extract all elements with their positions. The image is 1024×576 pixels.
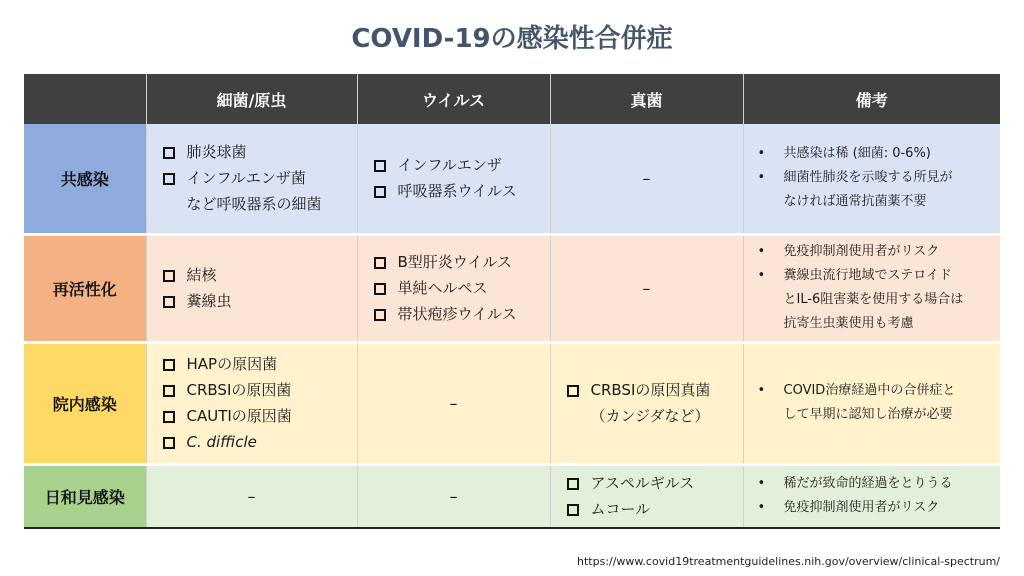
table-bottom-rule xyxy=(24,527,1000,529)
cell-fungus xyxy=(550,342,743,464)
list-item: 単純ヘルペス xyxy=(372,275,550,301)
list-item: 呼吸器系ウイルス xyxy=(372,178,550,204)
cell-virus xyxy=(357,124,550,234)
list-item: ムコール xyxy=(565,496,743,522)
cell-bacteria xyxy=(146,234,357,342)
header-virus: ウイルス xyxy=(357,74,550,124)
cell-virus: – xyxy=(357,342,550,464)
header-bacteria: 細菌/原虫 xyxy=(146,74,357,124)
cell-notes xyxy=(743,124,1000,234)
cell-virus: – xyxy=(357,464,550,528)
note-item: • 稀だが致命的経過をとりうる xyxy=(756,472,1001,496)
list-item: インフルエンザ菌 など呼吸器系の細菌 xyxy=(161,165,357,217)
note-item: • 細菌性肺炎を示唆する所見が なければ通常抗菌薬不要 xyxy=(756,166,1001,214)
list-item: HAPの原因菌 xyxy=(161,351,357,377)
cell-notes xyxy=(743,342,1000,464)
list-item: インフルエンザ xyxy=(372,152,550,178)
cell-fungus: – xyxy=(550,234,743,342)
list-item: CRBSIの原因菌 xyxy=(161,377,357,403)
note-item: • 免疫抑制剤使用者がリスク xyxy=(756,240,1001,264)
list-item: C. difficle xyxy=(161,429,357,455)
cell-virus xyxy=(357,234,550,342)
list-item: B型肝炎ウイルス xyxy=(372,249,550,275)
cell-bacteria: – xyxy=(146,464,357,528)
header-row xyxy=(24,74,1000,124)
cell-fungus: – xyxy=(550,124,743,234)
list-item: アスペルギルス xyxy=(565,470,743,496)
cell-notes xyxy=(743,464,1000,528)
note-item: • 免疫抑制剤使用者がリスク xyxy=(756,496,1001,520)
list-item: 結核 xyxy=(161,262,357,288)
note-item: • 共感染は稀 (細菌: 0-6%) xyxy=(756,142,1001,166)
source-url[interactable]: https://www.covid19treatmentguidelines.nih.gov/overview/clinical-spectrum/ xyxy=(576,555,1000,568)
row-label: 日和見感染 xyxy=(24,464,146,528)
cell-fungus xyxy=(550,464,743,528)
header-corner xyxy=(24,74,146,124)
complications-table xyxy=(24,74,1000,530)
note-item: • 糞線虫流行地域でステロイド とIL-6阻害薬を使用する場合は 抗寄生虫薬使用も考慮 xyxy=(756,264,1001,336)
cell-bacteria xyxy=(146,342,357,464)
cell-bacteria xyxy=(146,124,357,234)
header-notes: 備考 xyxy=(743,74,1000,124)
table-row-opportunistic xyxy=(24,464,1000,528)
row-label: 共感染 xyxy=(24,124,146,234)
cell-notes xyxy=(743,234,1000,342)
list-item: 帯状疱疹ウイルス xyxy=(372,301,550,327)
table-row-coinfection xyxy=(24,124,1000,234)
row-label: 院内感染 xyxy=(24,342,146,464)
header-fungus: 真菌 xyxy=(550,74,743,124)
note-item: • COVID治療経過中の合併症と して早期に認知し治療が必要 xyxy=(756,379,1001,427)
list-item: CAUTIの原因菌 xyxy=(161,403,357,429)
table-row-nosocomial xyxy=(24,342,1000,464)
row-label: 再活性化 xyxy=(24,234,146,342)
table-row-reactivation xyxy=(24,234,1000,342)
page-title: COVID-19の感染性合併症 xyxy=(351,24,673,54)
list-item: CRBSIの原因真菌 （カンジダなど） xyxy=(565,377,743,429)
list-item: 肺炎球菌 xyxy=(161,139,357,165)
list-item: 糞線虫 xyxy=(161,288,357,314)
